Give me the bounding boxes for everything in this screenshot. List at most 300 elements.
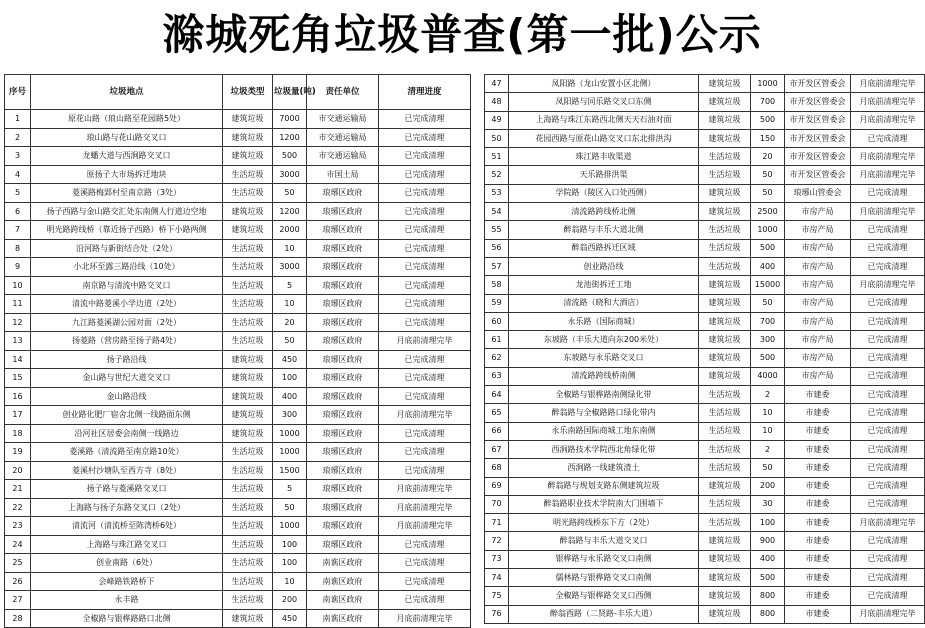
cell-progress: 已完成清理 xyxy=(851,587,925,605)
cell-progress: 已完成清理 xyxy=(379,424,471,443)
cell-type: 建筑垃圾 xyxy=(699,294,751,312)
cell-amount: 1200 xyxy=(273,128,307,147)
cell-location: 醉翁路与规划支路东侧建筑垃圾 xyxy=(509,477,699,495)
cell-progress: 已完成清理 xyxy=(851,331,925,349)
cell-progress: 已完成清理 xyxy=(851,129,925,147)
cell-location: 上海路与珠江东路西北侧天天石油对面 xyxy=(509,111,699,129)
cell-index: 65 xyxy=(485,404,509,422)
table-row xyxy=(5,110,471,129)
cell-index: 13 xyxy=(5,332,31,351)
table-row xyxy=(5,535,471,554)
cell-unit: 市开发区管委会 xyxy=(785,129,851,147)
cell-index: 14 xyxy=(5,350,31,369)
cell-unit: 市交通运输局 xyxy=(307,110,379,129)
table-row xyxy=(5,184,471,203)
cell-progress: 已完成清理 xyxy=(851,532,925,550)
cell-type: 生活垃圾 xyxy=(699,386,751,404)
cell-index: 60 xyxy=(485,312,509,330)
cell-location: 珠江路丰收渠道 xyxy=(509,148,699,166)
cell-location: 扬菱路（营房路至扬子路4处） xyxy=(31,332,223,351)
cell-unit: 琅琊区政府 xyxy=(307,369,379,388)
cell-location: 花园西路与原花山路交叉口东北排洪沟 xyxy=(509,129,699,147)
table-row xyxy=(485,550,925,568)
cell-index: 16 xyxy=(5,387,31,406)
cell-progress: 已完成清理 xyxy=(851,459,925,477)
cell-location: 扬子路沿线 xyxy=(31,350,223,369)
cell-type: 建筑垃圾 xyxy=(223,147,273,166)
cell-location: 天乐路排洪渠 xyxy=(509,166,699,184)
cell-amount: 2 xyxy=(751,440,785,458)
cell-index: 1 xyxy=(5,110,31,129)
table-row xyxy=(485,386,925,404)
table-row xyxy=(5,147,471,166)
cell-amount: 100 xyxy=(273,369,307,388)
cell-index: 66 xyxy=(485,422,509,440)
cell-progress: 月底前清理完毕 xyxy=(851,605,925,623)
table-row xyxy=(5,276,471,295)
cell-amount: 900 xyxy=(751,532,785,550)
cell-type: 生活垃圾 xyxy=(699,422,751,440)
cell-index: 22 xyxy=(5,498,31,517)
cell-location: 银桦路与永乐路交叉口南侧 xyxy=(509,550,699,568)
cell-progress: 已完成清理 xyxy=(851,239,925,257)
cell-location: 全椒路与银桦路南侧绿化带 xyxy=(509,386,699,404)
cell-location: 上海路与扬子东路交叉口（2处） xyxy=(31,498,223,517)
cell-index: 68 xyxy=(485,459,509,477)
cell-progress: 已完成清理 xyxy=(379,461,471,480)
cell-amount: 700 xyxy=(751,312,785,330)
cell-type: 建筑垃圾 xyxy=(699,331,751,349)
cell-type: 生活垃圾 xyxy=(223,554,273,573)
cell-progress: 月底前清理完毕 xyxy=(851,276,925,294)
cell-type: 建筑垃圾 xyxy=(223,424,273,443)
cell-type: 建筑垃圾 xyxy=(223,387,273,406)
cell-progress: 月底前清理完毕 xyxy=(379,480,471,499)
cell-unit: 琅琊区政府 xyxy=(307,461,379,480)
cell-unit: 琅琊区政府 xyxy=(307,424,379,443)
cell-type: 生活垃圾 xyxy=(223,332,273,351)
cell-amount: 400 xyxy=(273,387,307,406)
cell-location: 学院路（陵区入口处西侧） xyxy=(509,184,699,202)
cell-amount: 100 xyxy=(273,535,307,554)
cell-location: 沿河路与新街结合处（2处） xyxy=(31,239,223,258)
cell-type: 建筑垃圾 xyxy=(699,75,751,93)
header-unit: 责任单位 xyxy=(307,75,379,110)
cell-amount: 400 xyxy=(751,550,785,568)
cell-type: 生活垃圾 xyxy=(223,313,273,332)
cell-index: 49 xyxy=(485,111,509,129)
cell-unit: 琅琊区政府 xyxy=(307,517,379,536)
cell-unit: 琅琊区政府 xyxy=(307,184,379,203)
cell-amount: 30 xyxy=(751,495,785,513)
cell-progress: 月底前清理完毕 xyxy=(851,514,925,532)
table-row xyxy=(485,349,925,367)
cell-location: 清流河（清流桥至陈湾桥6处） xyxy=(31,517,223,536)
cell-progress: 已完成清理 xyxy=(379,572,471,591)
table-row xyxy=(485,605,925,623)
cell-unit: 市房产局 xyxy=(785,312,851,330)
table-row xyxy=(485,239,925,257)
table-row xyxy=(485,477,925,495)
cell-index: 17 xyxy=(5,406,31,425)
cell-index: 64 xyxy=(485,386,509,404)
cell-amount: 10 xyxy=(751,422,785,440)
cell-unit: 市房产局 xyxy=(785,367,851,385)
cell-location: 创业南路（6处） xyxy=(31,554,223,573)
table-row xyxy=(5,554,471,573)
cell-index: 48 xyxy=(485,93,509,111)
cell-index: 47 xyxy=(485,75,509,93)
cell-progress: 已完成清理 xyxy=(379,295,471,314)
cell-location: 东坡路（丰乐大道向东200米处） xyxy=(509,331,699,349)
cell-progress: 月底前清理完毕 xyxy=(851,203,925,221)
table-row xyxy=(5,406,471,425)
header-index: 序号 xyxy=(5,75,31,110)
table-row xyxy=(5,221,471,240)
cell-progress: 月底前清理完毕 xyxy=(379,332,471,351)
cell-index: 52 xyxy=(485,166,509,184)
table-row xyxy=(485,422,925,440)
cell-amount: 10 xyxy=(751,404,785,422)
cell-unit: 琅琊区政府 xyxy=(307,221,379,240)
cell-unit: 南谯区政府 xyxy=(307,572,379,591)
header-location: 垃圾地点 xyxy=(31,75,223,110)
cell-amount: 100 xyxy=(751,514,785,532)
cell-index: 12 xyxy=(5,313,31,332)
cell-progress: 已完成清理 xyxy=(851,294,925,312)
cell-unit: 市房产局 xyxy=(785,331,851,349)
cell-location: 菱溪路梅郢村至南京路（3处） xyxy=(31,184,223,203)
cell-location: 西涧路技术学院西北角绿化带 xyxy=(509,440,699,458)
cell-location: 清流路（晓和大酒店） xyxy=(509,294,699,312)
cell-location: 东坡路与永乐路交叉口 xyxy=(509,349,699,367)
cell-progress: 月底前清理完毕 xyxy=(379,406,471,425)
cell-amount: 20 xyxy=(751,148,785,166)
cell-location: 清流路跨线桥北侧 xyxy=(509,203,699,221)
cell-progress: 已完成清理 xyxy=(851,550,925,568)
cell-type: 生活垃圾 xyxy=(699,148,751,166)
cell-location: 原花山路（琅山路至花园路5处） xyxy=(31,110,223,129)
cell-progress: 已完成清理 xyxy=(851,221,925,239)
cell-location: 南京路与清流中路交叉口 xyxy=(31,276,223,295)
table-row xyxy=(5,517,471,536)
cell-type: 生活垃圾 xyxy=(223,498,273,517)
cell-progress: 已完成清理 xyxy=(851,477,925,495)
cell-progress: 月底前清理完毕 xyxy=(851,75,925,93)
table-row xyxy=(485,75,925,93)
cell-location: 明光路跨线桥东下方（2处） xyxy=(509,514,699,532)
cell-type: 建筑垃圾 xyxy=(223,406,273,425)
cell-location: 醉翁路职业技术学院南大门围墙下 xyxy=(509,495,699,513)
cell-unit: 琅琊区政府 xyxy=(307,498,379,517)
cell-location: 醉翁路与全椒路路口绿化带内 xyxy=(509,404,699,422)
cell-progress: 已完成清理 xyxy=(851,367,925,385)
cell-progress: 已完成清理 xyxy=(379,387,471,406)
cell-unit: 市建委 xyxy=(785,605,851,623)
cell-index: 11 xyxy=(5,295,31,314)
table-row xyxy=(485,203,925,221)
left-table xyxy=(4,74,471,628)
cell-location: 龙池街拆迁工地 xyxy=(509,276,699,294)
cell-unit: 市房产局 xyxy=(785,203,851,221)
cell-location: 儒林路与银桦路交叉口南侧 xyxy=(509,569,699,587)
cell-amount: 10 xyxy=(273,572,307,591)
cell-amount: 800 xyxy=(751,605,785,623)
cell-type: 建筑垃圾 xyxy=(223,350,273,369)
cell-type: 生活垃圾 xyxy=(223,461,273,480)
cell-amount: 50 xyxy=(273,498,307,517)
cell-progress: 已完成清理 xyxy=(379,554,471,573)
cell-type: 建筑垃圾 xyxy=(699,367,751,385)
cell-unit: 琅琊区政府 xyxy=(307,239,379,258)
table-row xyxy=(485,276,925,294)
cell-unit: 琅琊区政府 xyxy=(307,480,379,499)
cell-type: 建筑垃圾 xyxy=(699,276,751,294)
cell-index: 70 xyxy=(485,495,509,513)
cell-progress: 已完成清理 xyxy=(379,110,471,129)
cell-amount: 400 xyxy=(751,257,785,275)
cell-progress: 已完成清理 xyxy=(379,443,471,462)
cell-progress: 月底前清理完毕 xyxy=(851,93,925,111)
cell-index: 6 xyxy=(5,202,31,221)
cell-type: 建筑垃圾 xyxy=(223,110,273,129)
cell-type: 建筑垃圾 xyxy=(699,349,751,367)
cell-index: 73 xyxy=(485,550,509,568)
cell-unit: 琅琊区政府 xyxy=(307,276,379,295)
cell-amount: 1000 xyxy=(273,443,307,462)
cell-index: 51 xyxy=(485,148,509,166)
cell-location: 清流路跨线桥南侧 xyxy=(509,367,699,385)
cell-progress: 已完成清理 xyxy=(851,386,925,404)
cell-index: 67 xyxy=(485,440,509,458)
cell-unit: 南谯区政府 xyxy=(307,609,379,628)
cell-location: 醉翁路与丰乐大道北侧 xyxy=(509,221,699,239)
cell-location: 原扬子大市场拆迁地块 xyxy=(31,165,223,184)
cell-unit: 市开发区管委会 xyxy=(785,166,851,184)
table-header-row xyxy=(5,75,471,110)
cell-unit: 市房产局 xyxy=(785,239,851,257)
cell-index: 28 xyxy=(5,609,31,628)
table-row xyxy=(5,387,471,406)
cell-progress: 已完成清理 xyxy=(379,258,471,277)
table-row xyxy=(5,461,471,480)
cell-amount: 1000 xyxy=(273,517,307,536)
cell-type: 生活垃圾 xyxy=(223,258,273,277)
cell-unit: 市国土局 xyxy=(307,165,379,184)
cell-location: 凤阳路（龙山安置小区北侧） xyxy=(509,75,699,93)
cell-location: 九江路菱溪湖公园对面（2处） xyxy=(31,313,223,332)
cell-progress: 已完成清理 xyxy=(851,312,925,330)
cell-amount: 20 xyxy=(273,313,307,332)
cell-location: 西涧路一线建筑渣土 xyxy=(509,459,699,477)
cell-type: 建筑垃圾 xyxy=(699,111,751,129)
cell-index: 58 xyxy=(485,276,509,294)
cell-index: 63 xyxy=(485,367,509,385)
cell-index: 56 xyxy=(485,239,509,257)
cell-index: 74 xyxy=(485,569,509,587)
table-row xyxy=(485,587,925,605)
page-title: 滁城死角垃圾普查(第一批)公示 xyxy=(162,10,762,59)
cell-location: 醉翁路与丰乐大道交叉口 xyxy=(509,532,699,550)
cell-type: 生活垃圾 xyxy=(223,591,273,610)
cell-unit: 市建委 xyxy=(785,459,851,477)
cell-index: 23 xyxy=(5,517,31,536)
cell-location: 扬子路与菱溪路交叉口 xyxy=(31,480,223,499)
cell-type: 建筑垃圾 xyxy=(699,203,751,221)
cell-location: 金山路与世纪大道交叉口 xyxy=(31,369,223,388)
table-row xyxy=(485,495,925,513)
cell-type: 生活垃圾 xyxy=(699,459,751,477)
cell-unit: 琅琊山管委会 xyxy=(785,184,851,202)
table-row xyxy=(5,498,471,517)
cell-amount: 500 xyxy=(751,239,785,257)
cell-type: 生活垃圾 xyxy=(223,295,273,314)
table-row xyxy=(5,591,471,610)
cell-index: 21 xyxy=(5,480,31,499)
cell-amount: 500 xyxy=(273,147,307,166)
cell-index: 25 xyxy=(5,554,31,573)
table-row xyxy=(5,295,471,314)
table-row xyxy=(485,331,925,349)
cell-amount: 200 xyxy=(751,477,785,495)
cell-progress: 已完成清理 xyxy=(379,313,471,332)
table-row xyxy=(5,480,471,499)
right-table xyxy=(484,74,925,624)
table-row xyxy=(485,148,925,166)
header-type: 垃圾类型 xyxy=(223,75,273,110)
cell-location: 龙蟠大道与西涧路交叉口 xyxy=(31,147,223,166)
cell-amount: 1000 xyxy=(273,424,307,443)
cell-index: 57 xyxy=(485,257,509,275)
table-row xyxy=(485,404,925,422)
cell-location: 凤阳路与同乐路交叉口东侧 xyxy=(509,93,699,111)
cell-unit: 琅琊区政府 xyxy=(307,350,379,369)
cell-type: 生活垃圾 xyxy=(699,514,751,532)
cell-amount: 150 xyxy=(751,129,785,147)
cell-unit: 市建委 xyxy=(785,440,851,458)
cell-amount: 300 xyxy=(751,331,785,349)
cell-unit: 市建委 xyxy=(785,569,851,587)
cell-progress: 已完成清理 xyxy=(379,239,471,258)
cell-progress: 已完成清理 xyxy=(851,422,925,440)
cell-amount: 50 xyxy=(751,459,785,477)
cell-amount: 10 xyxy=(273,239,307,258)
cell-amount: 450 xyxy=(273,609,307,628)
cell-type: 建筑垃圾 xyxy=(699,532,751,550)
cell-unit: 市建委 xyxy=(785,514,851,532)
cell-unit: 南谯区政府 xyxy=(307,591,379,610)
cell-amount: 15000 xyxy=(751,276,785,294)
cell-location: 创业路化肥厂宿舍北侧一线路面东侧 xyxy=(31,406,223,425)
table-row xyxy=(5,424,471,443)
cell-type: 建筑垃圾 xyxy=(699,184,751,202)
cell-unit: 市开发区管委会 xyxy=(785,75,851,93)
cell-type: 生活垃圾 xyxy=(223,443,273,462)
cell-unit: 琅琊区政府 xyxy=(307,535,379,554)
cell-amount: 1000 xyxy=(751,221,785,239)
cell-amount: 450 xyxy=(273,350,307,369)
cell-progress: 已完成清理 xyxy=(379,591,471,610)
cell-location: 会峰路铁路桥下 xyxy=(31,572,223,591)
cell-location: 醉翁西路（二贤路-丰乐大道） xyxy=(509,605,699,623)
cell-index: 61 xyxy=(485,331,509,349)
cell-type: 生活垃圾 xyxy=(699,257,751,275)
cell-type: 生活垃圾 xyxy=(699,495,751,513)
cell-amount: 300 xyxy=(273,406,307,425)
table-row xyxy=(485,129,925,147)
cell-amount: 5 xyxy=(273,276,307,295)
cell-amount: 5 xyxy=(273,480,307,499)
cell-location: 金山路沿线 xyxy=(31,387,223,406)
cell-type: 建筑垃圾 xyxy=(699,477,751,495)
cell-location: 永丰路 xyxy=(31,591,223,610)
cell-unit: 市开发区管委会 xyxy=(785,93,851,111)
cell-unit: 市房产局 xyxy=(785,257,851,275)
cell-amount: 3000 xyxy=(273,258,307,277)
cell-progress: 已完成清理 xyxy=(379,350,471,369)
cell-amount: 2000 xyxy=(273,221,307,240)
cell-amount: 500 xyxy=(751,569,785,587)
cell-index: 72 xyxy=(485,532,509,550)
cell-progress: 已完成清理 xyxy=(851,569,925,587)
cell-progress: 已完成清理 xyxy=(851,404,925,422)
cell-amount: 200 xyxy=(273,591,307,610)
cell-location: 菱溪路（清流路至南京路10处） xyxy=(31,443,223,462)
table-row xyxy=(485,312,925,330)
table-row xyxy=(5,239,471,258)
cell-index: 24 xyxy=(5,535,31,554)
cell-type: 生活垃圾 xyxy=(223,239,273,258)
cell-type: 建筑垃圾 xyxy=(223,221,273,240)
cell-unit: 南谯区政府 xyxy=(307,554,379,573)
cell-amount: 10 xyxy=(273,295,307,314)
cell-unit: 市建委 xyxy=(785,532,851,550)
cell-index: 53 xyxy=(485,184,509,202)
cell-type: 生活垃圾 xyxy=(223,165,273,184)
table-row xyxy=(5,369,471,388)
cell-location: 永乐路（国际商城） xyxy=(509,312,699,330)
table-row xyxy=(485,184,925,202)
cell-amount: 1000 xyxy=(751,75,785,93)
table-row xyxy=(485,569,925,587)
table-row xyxy=(5,609,471,628)
cell-index: 75 xyxy=(485,587,509,605)
cell-amount: 4000 xyxy=(751,367,785,385)
cell-progress: 月底前清理完毕 xyxy=(851,111,925,129)
cell-amount: 7000 xyxy=(273,110,307,129)
cell-index: 69 xyxy=(485,477,509,495)
cell-index: 2 xyxy=(5,128,31,147)
table-row xyxy=(5,202,471,221)
cell-unit: 琅琊区政府 xyxy=(307,313,379,332)
table-row xyxy=(485,111,925,129)
cell-unit: 市房产局 xyxy=(785,276,851,294)
cell-amount: 800 xyxy=(751,587,785,605)
cell-unit: 市交通运输局 xyxy=(307,147,379,166)
cell-unit: 琅琊区政府 xyxy=(307,443,379,462)
cell-location: 小北环至露三路沿线（10处） xyxy=(31,258,223,277)
cell-amount: 50 xyxy=(751,166,785,184)
cell-index: 55 xyxy=(485,221,509,239)
cell-index: 15 xyxy=(5,369,31,388)
cell-index: 7 xyxy=(5,221,31,240)
cell-unit: 琅琊区政府 xyxy=(307,387,379,406)
cell-progress: 已完成清理 xyxy=(851,349,925,367)
table-row xyxy=(485,93,925,111)
cell-location: 琅山路与花山路交叉口 xyxy=(31,128,223,147)
cell-index: 62 xyxy=(485,349,509,367)
cell-unit: 琅琊区政府 xyxy=(307,406,379,425)
